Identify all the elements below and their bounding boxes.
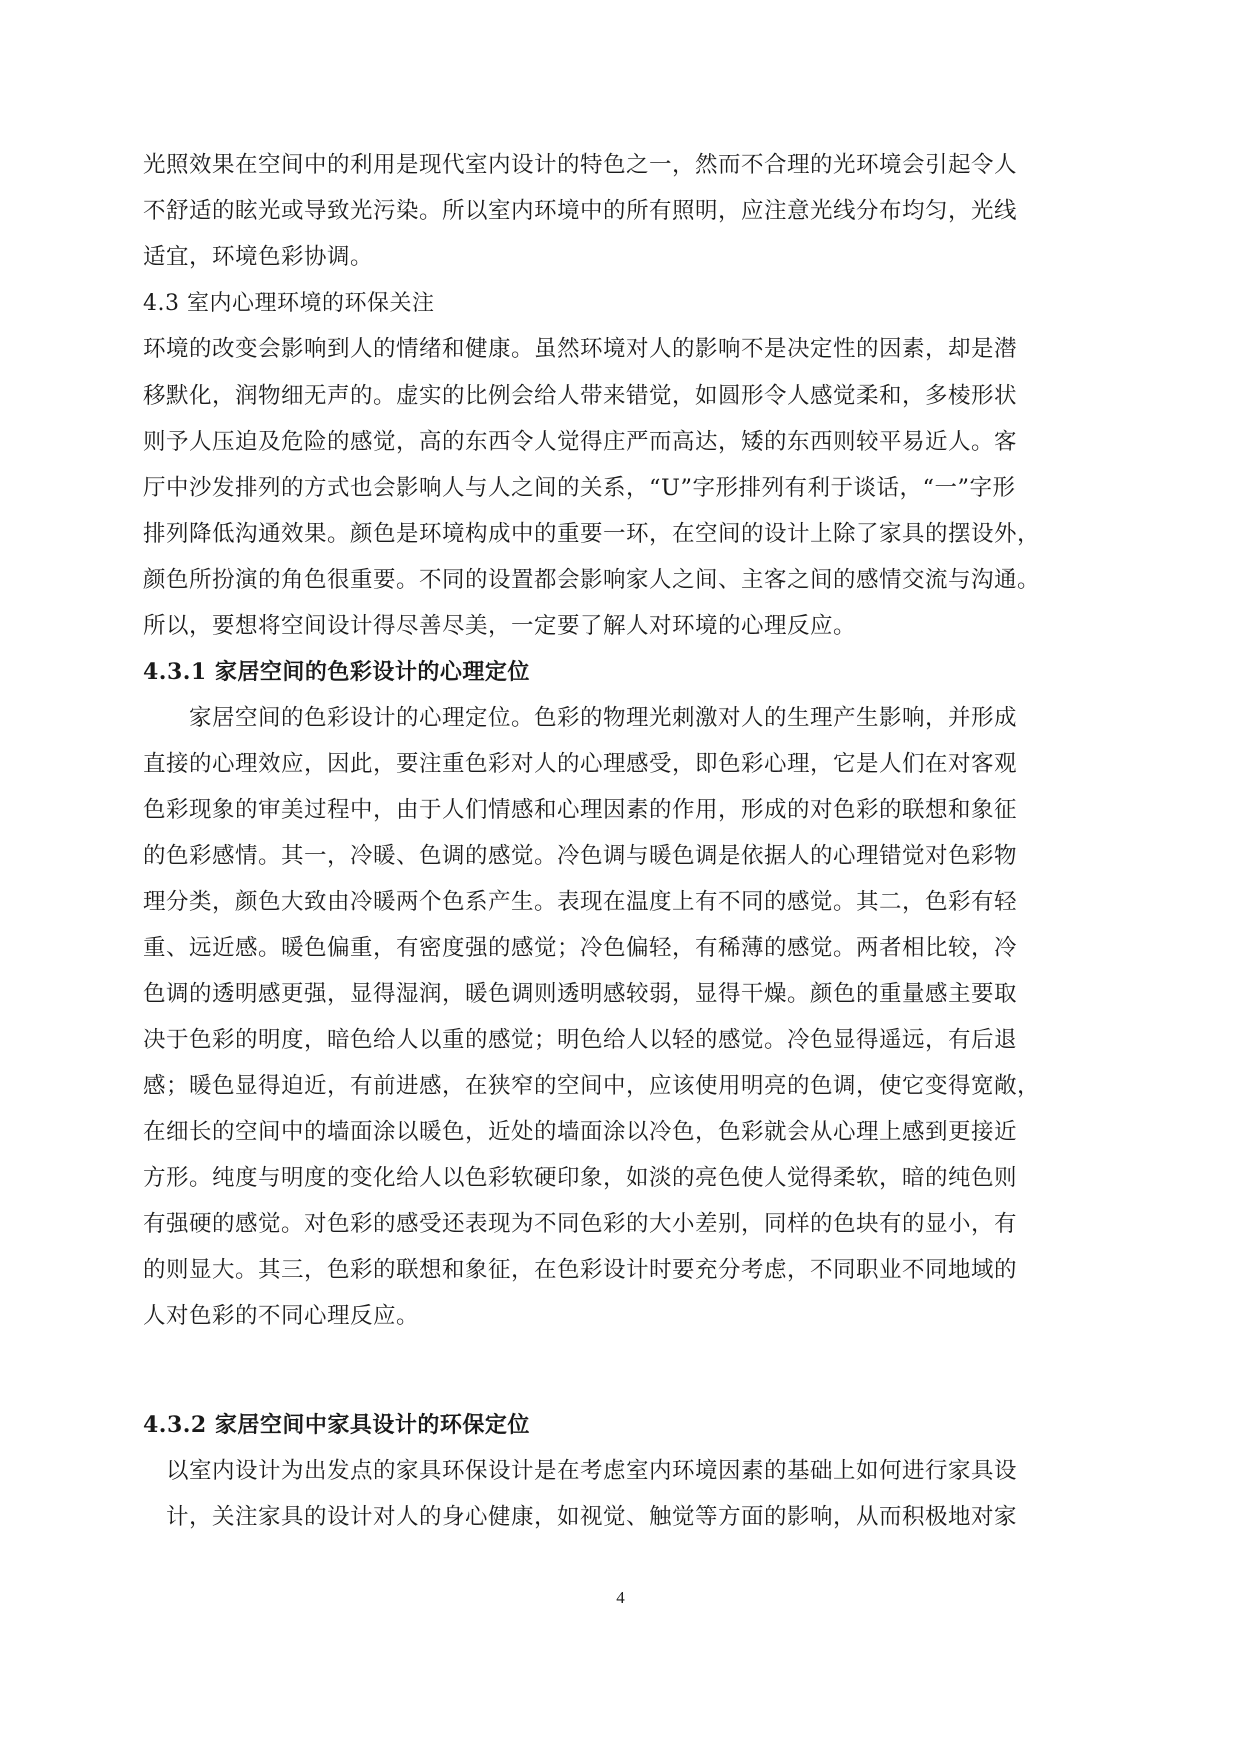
paragraph-line: 理分类，颜色大致由冷暖两个色系产生。表现在温度上有不同的感觉。其二，色彩有轻 bbox=[143, 889, 1018, 915]
paragraph-line: 感；暖色显得迫近，有前进感，在狭窄的空间中，应该使用明亮的色调，使它变得宽敞， bbox=[143, 1073, 1041, 1099]
paragraph-line: 移默化，润物细无声的。虚实的比例会给人带来错觉，如圆形令人感觉柔和，多棱形状 bbox=[143, 383, 1018, 409]
paragraph-line: 色彩现象的审美过程中，由于人们情感和心理因素的作用，形成的对色彩的联想和象征 bbox=[143, 797, 1018, 823]
paragraph-line: 适宜，环境色彩协调。 bbox=[143, 244, 374, 270]
paragraph-line: 排列降低沟通效果。颜色是环境构成中的重要一环，在空间的设计上除了家具的摆设外， bbox=[143, 521, 1041, 547]
paragraph-line: 颜色所扮演的角色很重要。不同的设置都会影响家人之间、主客之间的感情交流与沟通。 bbox=[143, 567, 1041, 593]
page-number: 4 bbox=[616, 1588, 625, 1607]
subsection-heading: 4.3.2 家居空间中家具设计的环保定位 bbox=[143, 1412, 530, 1438]
paragraph-line: 决于色彩的明度，暗色给人以重的感觉；明色给人以轻的感觉。冷色显得遥远，有后退 bbox=[143, 1027, 1018, 1053]
paragraph-line: 直接的心理效应，因此，要注重色彩对人的心理感受，即色彩心理，它是人们在对客观 bbox=[143, 751, 1018, 777]
paragraph-line: 则予人压迫及危险的感觉，高的东西令人觉得庄严而高达，矮的东西则较平易近人。客 bbox=[143, 429, 1018, 455]
section-heading: 4.3 室内心理环境的环保关注 bbox=[143, 291, 435, 316]
paragraph-line: 家居空间的色彩设计的心理定位。色彩的物理光刺激对人的生理产生影响，并形成 bbox=[143, 705, 1018, 731]
paragraph-line: 色调的透明感更强，显得湿润，暖色调则透明感较弱，显得干燥。颜色的重量感主要取 bbox=[143, 981, 1018, 1007]
paragraph-line: 方形。纯度与明度的变化给人以色彩软硬印象，如淡的亮色使人觉得柔软，暗的纯色则 bbox=[143, 1165, 1018, 1191]
paragraph-line: 光照效果在空间中的利用是现代室内设计的特色之一，然而不合理的光环境会引起令人 bbox=[143, 152, 1018, 178]
paragraph-line: 的则显大。其三，色彩的联想和象征，在色彩设计时要充分考虑，不同职业不同地域的 bbox=[143, 1257, 1018, 1283]
paragraph-line: 的色彩感情。其一，冷暖、色调的感觉。冷色调与暖色调是依据人的心理错觉对色彩物 bbox=[143, 843, 1018, 869]
paragraph-line: 所以，要想将空间设计得尽善尽美，一定要了解人对环境的心理反应。 bbox=[143, 613, 857, 639]
subsection-heading: 4.3.1 家居空间的色彩设计的心理定位 bbox=[143, 659, 530, 685]
paragraph-line: 有强硬的感觉。对色彩的感受还表现为不同色彩的大小差别，同样的色块有的显小，有 bbox=[143, 1211, 1018, 1237]
paragraph-line: 计，关注家具的设计对人的身心健康，如视觉、触觉等方面的影响，从而积极地对家 bbox=[143, 1504, 1018, 1530]
paragraph-line: 重、远近感。暖色偏重，有密度强的感觉；冷色偏轻，有稀薄的感觉。两者相比较，冷 bbox=[143, 935, 1018, 961]
paragraph-line: 不舒适的眩光或导致光污染。所以室内环境中的所有照明，应注意光线分布均匀，光线 bbox=[143, 198, 1018, 224]
paragraph-line: 环境的改变会影响到人的情绪和健康。虽然环境对人的影响不是决定性的因素，却是潜 bbox=[143, 336, 1018, 362]
paragraph-line: 以室内设计为出发点的家具环保设计是在考虑室内环境因素的基础上如何进行家具设 bbox=[143, 1458, 1018, 1484]
paragraph-line: 人对色彩的不同心理反应。 bbox=[143, 1303, 420, 1329]
paragraph-line: 厅中沙发排列的方式也会影响人与人之间的关系，“U”字形排列有利于谈话，“一”字形 bbox=[143, 475, 1016, 501]
paragraph-line: 在细长的空间中的墙面涂以暖色，近处的墙面涂以冷色，色彩就会从心理上感到更接近 bbox=[143, 1119, 1018, 1145]
document-page bbox=[143, 0, 1098, 1754]
